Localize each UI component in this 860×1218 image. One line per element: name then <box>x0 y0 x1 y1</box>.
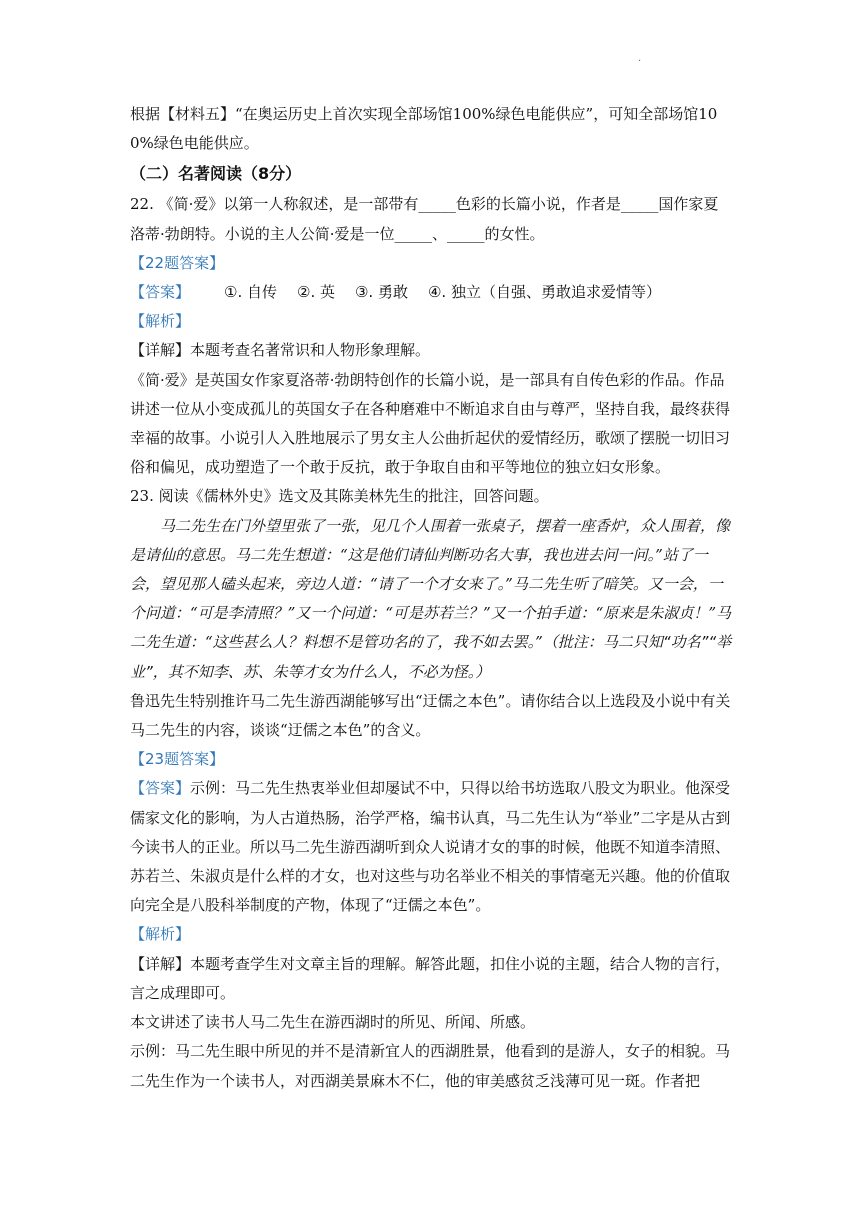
document-content <box>130 100 732 1096</box>
q23-analysis-heading: 【解析】 <box>130 925 191 944</box>
q22-detail: 【详解】本题考查名著常识和人物形象理解。 <box>130 341 431 360</box>
q23-detail: 【详解】本题考查学生对文章主旨的理解。解答此题，扣住小说的主题，结合人物的言行，言之成理即可。 <box>130 954 731 1002</box>
q22-answer-3: ③. 勇敢 <box>354 283 408 302</box>
q23-prompt: 鲁迅先生特别推许马二先生游西湖能够写出“迂儒之本色”。请你结合以上选段及小说中有关马二先生的内容，谈谈“迂儒之本色”的含义。 <box>130 691 731 740</box>
material5-conclusion: 根据【材料五】“在奥运历史上首次实现全部场馆100%绿色电能供应”，可知全部场馆100%绿色电能供应。 <box>130 105 718 153</box>
q22-answer-row <box>130 278 732 307</box>
q23-answer-heading: 【23题答案】 <box>130 750 225 769</box>
q22-explanation: 《简·爱》是英国女作家夏洛蒂·勃朗特创作的长篇小说，是一部具有自传色彩的作品。作品讲述一位从小变成孤儿的英国女子在各种磨难中不断追求自由与尊严，坚持自我，最终获得幸福的故事。小说引人入胜地展示了男女主人公曲折起伏的爱情经历，歌颂了摆脱一切旧习俗和偏见，成功塑造了一个敢于反抗，敢于争取自由和平等地位的独立妇女形象。 <box>130 370 731 477</box>
q22-answer-4: ④. 独立（自强、勇敢追求爱情等） <box>427 283 661 302</box>
q22-answer-2: ②. 英 <box>297 283 335 302</box>
q23-answer-tag: 【答案】 <box>130 779 191 798</box>
q23-annotation: （批注：马二只知“功名”“举业”，其不知李、苏、朱等才女为什么人，不必为怪。） <box>130 633 732 681</box>
q23-answer <box>130 774 732 920</box>
q22-answer-tag: 【答案】 <box>130 283 191 302</box>
q23-quote-text: 马二先生在门外望里张了一张，见几个人围着一张桌子，摆着一座香炉，众人围着，像是请仙的意思。马二先生想道：“这是他们请仙判断功名大事，我也进去问一问。”站了一会，望见那人磕头起来，旁边人道：“请了一个才女来了。”马二先生听了暗笑。又一会，一个问道：“可是李清照？”又一个问道：“可是苏若兰？”又一个拍手道：“原来是朱淑贞！”马二先生道：“这些甚么人？料想不是管功名的了，我不如去罢。” <box>130 516 732 652</box>
q23-quote <box>130 512 732 687</box>
q22-answer-1: ①. 自传 <box>224 283 277 302</box>
q23-line2: 本文讲述了读书人马二先生在游西湖时的所见、所闻、所感。 <box>130 1013 536 1032</box>
q22-analysis-heading: 【解析】 <box>130 312 191 331</box>
header-dot: · <box>638 56 642 67</box>
q23-answer-text: 示例：马二先生热衷举业但却屡试不中，只得以给书坊选取八股文为职业。他深受儒家文化的影响，为人古道热肠，治学严格，编书认真，马二先生认为“举业”二字是从古到今读书人的正业。所以马二先生游西湖听到众人说请才女的事的时候，他既不知道李清照、苏若兰、朱淑贞是什么样的才女，也对这些与功名举业不相关的事情毫无兴趣。他的价值取向完全是八股科举制度的产物，体现了“迂儒之本色”。 <box>130 779 731 915</box>
q23-question: 23. 阅读《儒林外史》选文及其陈美林先生的批注，回答问题。 <box>130 487 549 506</box>
q22-answer-heading: 【22题答案】 <box>130 253 225 272</box>
q22-question: 22. 《简·爱》以第一人称叙述，是一部带有_____色彩的长篇小说，作者是_____国作家夏洛蒂·勃朗特。小说的主人公简·爱是一位_____、_____的女性。 <box>130 195 719 243</box>
section2-title: （二）名著阅读（8分） <box>130 164 302 184</box>
q23-line3: 示例：马二先生眼中所见的并不是清新宜人的西湖胜景，他看到的是游人，女子的相貌。马二先生作为一个读书人，对西湖美景麻木不仁，他的审美感贫乏浅薄可见一斑。作者把 <box>130 1042 731 1090</box>
